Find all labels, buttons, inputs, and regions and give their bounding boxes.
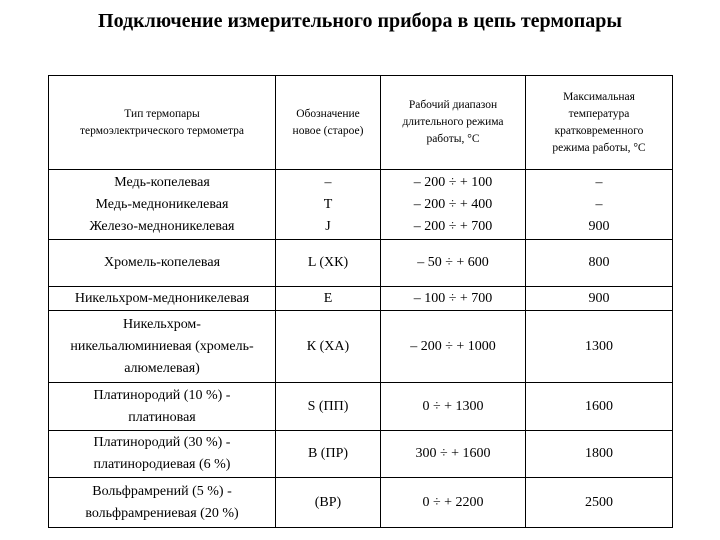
cell-type-line: никельалюминиевая (хромель- [70, 338, 254, 354]
page-title: Подключение измерительного прибора в цепь термопары [98, 10, 622, 32]
cell-range: – 100 ÷ + 700 [381, 287, 526, 311]
header-max-temp-line: Максимальная [563, 90, 635, 103]
table-row [49, 478, 673, 528]
header-designation-line: Обозначение [296, 107, 360, 120]
cell-designation-line: – [324, 174, 332, 190]
cell-type: Хромель-копелевая [49, 240, 276, 287]
table-row [49, 287, 673, 311]
header-row [49, 76, 673, 170]
cell-designation [276, 170, 381, 240]
header-designation [276, 76, 381, 170]
cell-designation: К (ХА) [276, 311, 381, 383]
table-row [49, 170, 673, 240]
cell-type-line: Медь-медноникелевая [95, 196, 229, 212]
cell-designation: L (ХК) [276, 240, 381, 287]
cell-range [381, 170, 526, 240]
cell-type-line: платинородиевая (6 %) [93, 457, 231, 472]
cell-type [49, 478, 276, 528]
cell-type-line: Вольфрамрений (5 %) - [92, 483, 232, 499]
header-max-temp-line: кратковременного [554, 124, 644, 137]
cell-max-temp: 1800 [526, 431, 673, 478]
header-max-temp [526, 76, 673, 170]
cell-type [49, 170, 276, 240]
header-type-line: Тип термопары [124, 107, 200, 120]
cell-designation-line: J [325, 218, 331, 234]
table-row [49, 240, 673, 287]
header-type [49, 76, 276, 170]
cell-max-temp: 1600 [526, 383, 673, 431]
header-range-line: Рабочий диапазон [408, 99, 498, 111]
cell-designation-line: Т [323, 196, 333, 212]
cell-type [49, 311, 276, 383]
cell-range: 0 ÷ + 1300 [381, 383, 526, 431]
cell-max-temp: 2500 [526, 478, 673, 528]
table-row [49, 311, 673, 383]
cell-designation: В (ПР) [276, 431, 381, 478]
cell-max-temp [526, 170, 673, 240]
cell-max-temp: 900 [526, 287, 673, 311]
table-row [49, 383, 673, 431]
cell-type-line: Платинородий (30 %) - [93, 435, 231, 450]
cell-type [49, 431, 276, 478]
cell-type-line: Железо-медноникелевая [89, 218, 235, 234]
cell-range: – 200 ÷ + 1000 [381, 311, 526, 383]
cell-max-temp: 1300 [526, 311, 673, 383]
cell-type-line: платиновая [128, 409, 196, 425]
cell-range: 300 ÷ + 1600 [381, 431, 526, 478]
header-type-line: термоэлектрического термометра [80, 124, 244, 137]
cell-type-line: вольфрамрениевая (20 %) [85, 505, 239, 521]
cell-range-line: – 200 ÷ + 400 [413, 196, 493, 212]
header-max-temp-line: температура [568, 107, 630, 120]
header-designation-line: новое (старое) [292, 124, 364, 137]
cell-max-temp-line: – [595, 174, 603, 190]
header-range-line: работы, °С [426, 133, 480, 145]
cell-type: Никельхром-медноникелевая [49, 287, 276, 311]
cell-type-line: алюмелевая) [124, 360, 200, 376]
header-max-temp-line: режима работы, °С [552, 141, 646, 154]
cell-designation: S (ПП) [276, 383, 381, 431]
cell-max-temp-line: – [595, 196, 603, 212]
header-range-line: длительного режима [402, 116, 504, 128]
cell-max-temp: 800 [526, 240, 673, 287]
table-row [49, 431, 673, 478]
thermocouple-table [48, 75, 673, 528]
cell-type [49, 383, 276, 431]
cell-designation: (ВР) [276, 478, 381, 528]
cell-type-line: Никельхром- [123, 316, 201, 332]
cell-designation: Е [276, 287, 381, 311]
cell-type-line: Платинородий (10 %) - [93, 387, 231, 403]
header-range [381, 76, 526, 170]
cell-type-line: Медь-копелевая [114, 174, 210, 190]
cell-range: 0 ÷ + 2200 [381, 478, 526, 528]
cell-range-line: – 200 ÷ + 100 [413, 174, 493, 190]
cell-range-line: – 200 ÷ + 700 [413, 218, 493, 234]
cell-max-temp-line: 900 [588, 218, 610, 234]
cell-range: – 50 ÷ + 600 [381, 240, 526, 287]
